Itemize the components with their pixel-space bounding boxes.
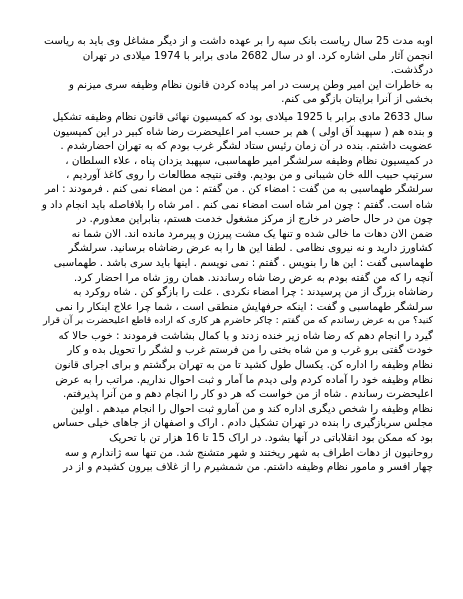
text-line: اوبه مدت 25 سال ریاست بانک سپه را بر عهده داشت و از دیگر مشاغل وی باید به ریاست (44, 35, 433, 47)
text-line: گیرد را انجام دهم که رضا شاه زیر خنده زدند و با کمال بشاشت فرمودند : خوب حالا که (58, 329, 433, 342)
paragraph-3 (38, 110, 433, 475)
text-line: طهماسبی گفت : این ها را بنویس . گفتم : نمی نویسم . اینها باید سری باشد . طهماسبی (53, 256, 433, 269)
text-line: رضاشاه بزرگ از من پرسیدند : چرا امضاء نکردی . علت را بازگو کن . شاه روکرد به (73, 286, 433, 299)
text-line: درگذشت. (390, 64, 433, 77)
text-line: ضمن الان دهات ما خالی شده و تنها یک مشت پیرزن و پیرمرد مانده اند. الان شما نه (71, 227, 433, 240)
text-line: سال 2633 مادی برابر با 1925 میلادی بود که کمیسیون نهائی قانون نظام وظیفه تشکیل (52, 110, 433, 123)
text-line: اعلیحضرت رساندم . شاه از من خواست که هر دو کار را انجام دهم و من آنرا پذیرفتم. (63, 388, 433, 401)
text-line: شاه است. گفتم : چون امر شاه است امضاء نمی کنم . امر شاه را بلافاصله باید انجام داد و (41, 198, 433, 211)
text-line: کنید؟ من به عرض رساندم که من گفتم : چاکر حاضرم هر کاری که اراده قاطع اعلیحضرت بر آن قرار (43, 315, 433, 327)
text-line: نظام وظیفه را اداره کن. یکسال طول کشید تا من به تهران برگشتم و برای اجرای قانون (54, 359, 433, 372)
text-line: چهار افسر و مامور نظام وظیفه داشتم. من شمشیرم را از غلاف بیرون کشیدم و از در (63, 461, 433, 474)
text-line: و بنده هم ( سپهبد آق اولی ) هم بر حسب امر اعلیحضرت رضا شاه کبیر در این کمیسیون (53, 125, 433, 138)
paragraph-2 (38, 78, 433, 107)
text-line: بود که ممکن بود انقلاباتی در آنها بشود. در اراک 15 تا 16 هزار تن با تحریک (109, 432, 433, 445)
text-line: مجلس سربازگیری را بنده در تهران تشکیل دادم . اراک و اصفهان از جاهای خیلی حساس (52, 417, 433, 430)
text-line: خودت گفتی برو غرب و من شاه بختی را من فرستم غرب و لشگر را تحویل بده و کار (67, 344, 433, 357)
text-line: کشاورز دارید و نه نیروی نظامی . لطفا این ها را به عرض رضاشاه برسانید. سرلشگر (68, 242, 433, 255)
paragraph-1 (38, 34, 433, 78)
text-line: نظام وظیفه را شخص دیگری اداره کند و من آمارو ثبت احوال را انجام میدهم . اولین (70, 402, 433, 415)
text-line: آنچه را که من گفته بودم به عرض رضا شاه رساندند. همان روز شاه مرا احضار کرد. (73, 271, 433, 284)
text-line: به خاطرات این امیر وطن پرست در امر پیاده کردن قانون نظام وظیفه سری میزنم و (68, 78, 433, 91)
text-line: چون من در حال حاضر در خارج از مرکز مشغول خدمت هستم، بنابراین معذورم. در (76, 213, 433, 226)
text-line: انجمن آثار ملی اشاره کرد. او در سال 2682 مادی برابر با 1974 میلادی در تهران (82, 49, 433, 62)
text-line: سرتیپ حبیب الله خان شیبانی و من بودیم. وقتی نتیجه مطالعات را روی کاغذ آوردیم ، (66, 169, 433, 182)
text-line: نظام وظیفه خود را آماده کردم ولی دیدم ما آمار و ثبت احوال نداریم. مراتب را به عرض (55, 373, 433, 386)
text-line: بخشی از آنرا برایتان بازگو می کنم. (281, 93, 433, 106)
text-line: سرلشگر طهماسبی به من گفت : امضاء کن . من گفتم : من امضاء نمی کنم . فرمودند : امر (45, 183, 433, 195)
text-line: در کمیسیون نظام وظیفه سرلشگر امیر طهماسبی، سپهبد یزدان پناه ، علاء السلطان ، (65, 154, 433, 167)
text-line: عضویت داشتم. بنده در آن زمان رئیس ستاد لشگر غرب بودم که به تهران احضارشدم . (60, 140, 433, 153)
text-line: سرلشگر طهماسبی و گفت : اینکه حرفهایش منطقی است ، شما چرا علاج اینکار را نمی (55, 300, 433, 313)
text-line: روحانیون از دهات اطراف به شهر ریختند و شهر متشنج شد. من تنها سه ژاندارم و سه (64, 446, 433, 459)
